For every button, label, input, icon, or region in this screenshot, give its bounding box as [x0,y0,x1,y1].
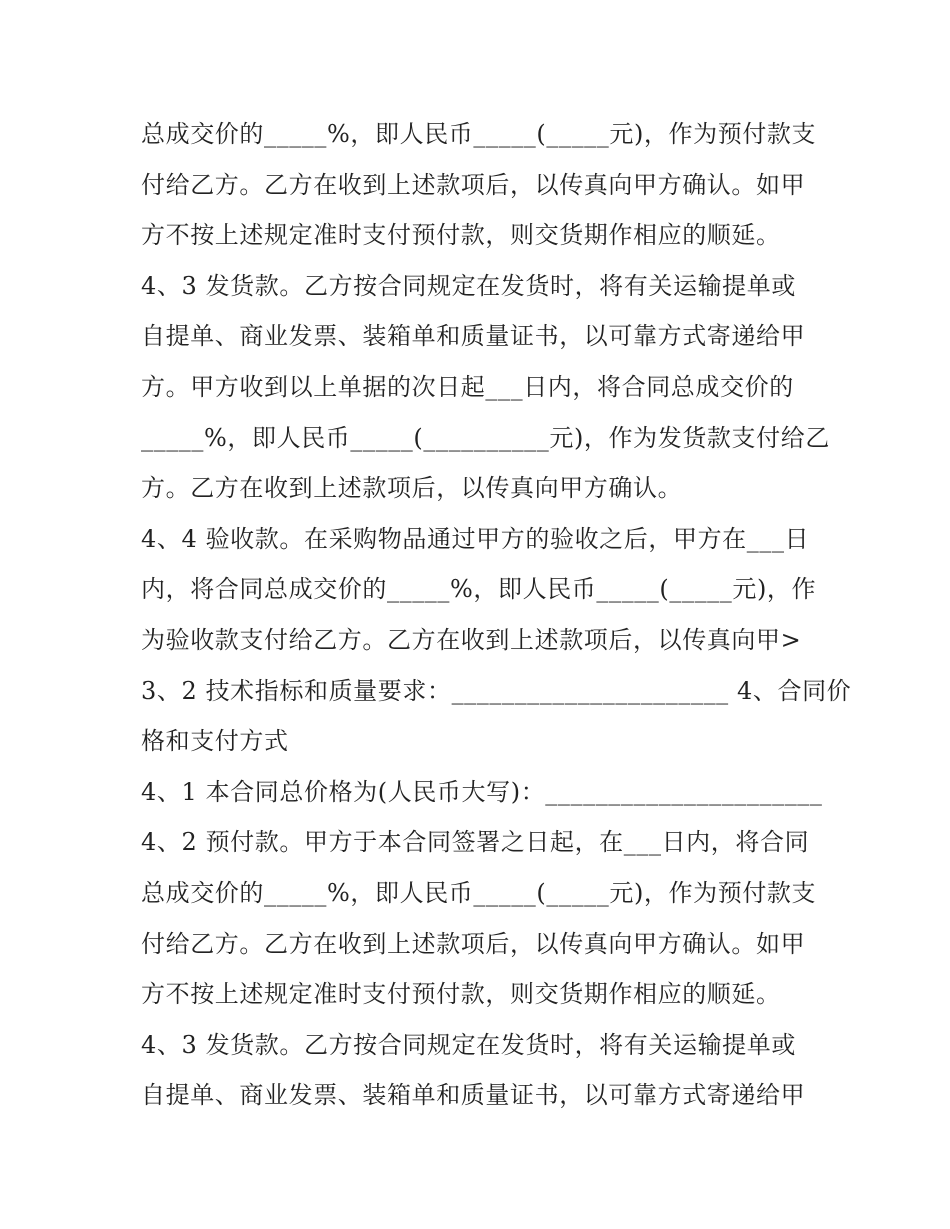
text-line: 方不按上述规定准时支付预付款，则交货期作相应的顺延。 [141,221,781,250]
text-line: 4、4 验收款。在采购物品通过甲方的验收之后，甲方在___日 [141,524,810,553]
text-line: 总成交价的_____%，即人民币_____(_____元)，作为预付款支 [141,878,817,907]
text-line: 为验收款支付给乙方。乙方在收到上述款项后，以传真向甲> [141,625,802,654]
text-line: 自提单、商业发票、装箱单和质量证书，以可靠方式寄递给甲 [141,322,806,351]
text-line: 4、3 发货款。乙方按合同规定在发货时，将有关运输提单或 [141,271,796,300]
text-line: 总成交价的_____%，即人民币_____(_____元)，作为预付款支 [141,120,817,148]
text-line: 付给乙方。乙方在收到上述款项后，以传真向甲方确认。如甲 [141,929,806,958]
text-line: 4、2 预付款。甲方于本合同签署之日起，在___日内，将合同 [141,828,810,857]
text-line: 方。甲方收到以上单据的次日起___日内，将合同总成交价的 [141,372,794,401]
text-line: 付给乙方。乙方在收到上述款项后，以传真向甲方确认。如甲 [141,170,806,199]
text-line: 4、3 发货款。乙方按合同规定在发货时，将有关运输提单或 [141,1030,796,1059]
text-line: 3、2 技术指标和质量要求：______________________ 4、合同价 [141,676,852,705]
text-line: _____%，即人民币_____(__________元)，作为发货款支付给乙 [141,423,830,452]
contract-text-body [141,109,852,1121]
text-line: 4、1 本合同总价格为(人民币大写)：______________________ [141,777,823,806]
text-line: 自提单、商业发票、装箱单和质量证书，以可靠方式寄递给甲 [141,1081,806,1110]
text-line: 格和支付方式 [141,727,289,756]
text-line: 方不按上述规定准时支付预付款，则交货期作相应的顺延。 [141,980,781,1009]
text-line: 内，将合同总成交价的_____%，即人民币_____(_____元)，作 [141,575,817,604]
text-line: 方。乙方在收到上述款项后，以传真向甲方确认。 [141,474,683,503]
